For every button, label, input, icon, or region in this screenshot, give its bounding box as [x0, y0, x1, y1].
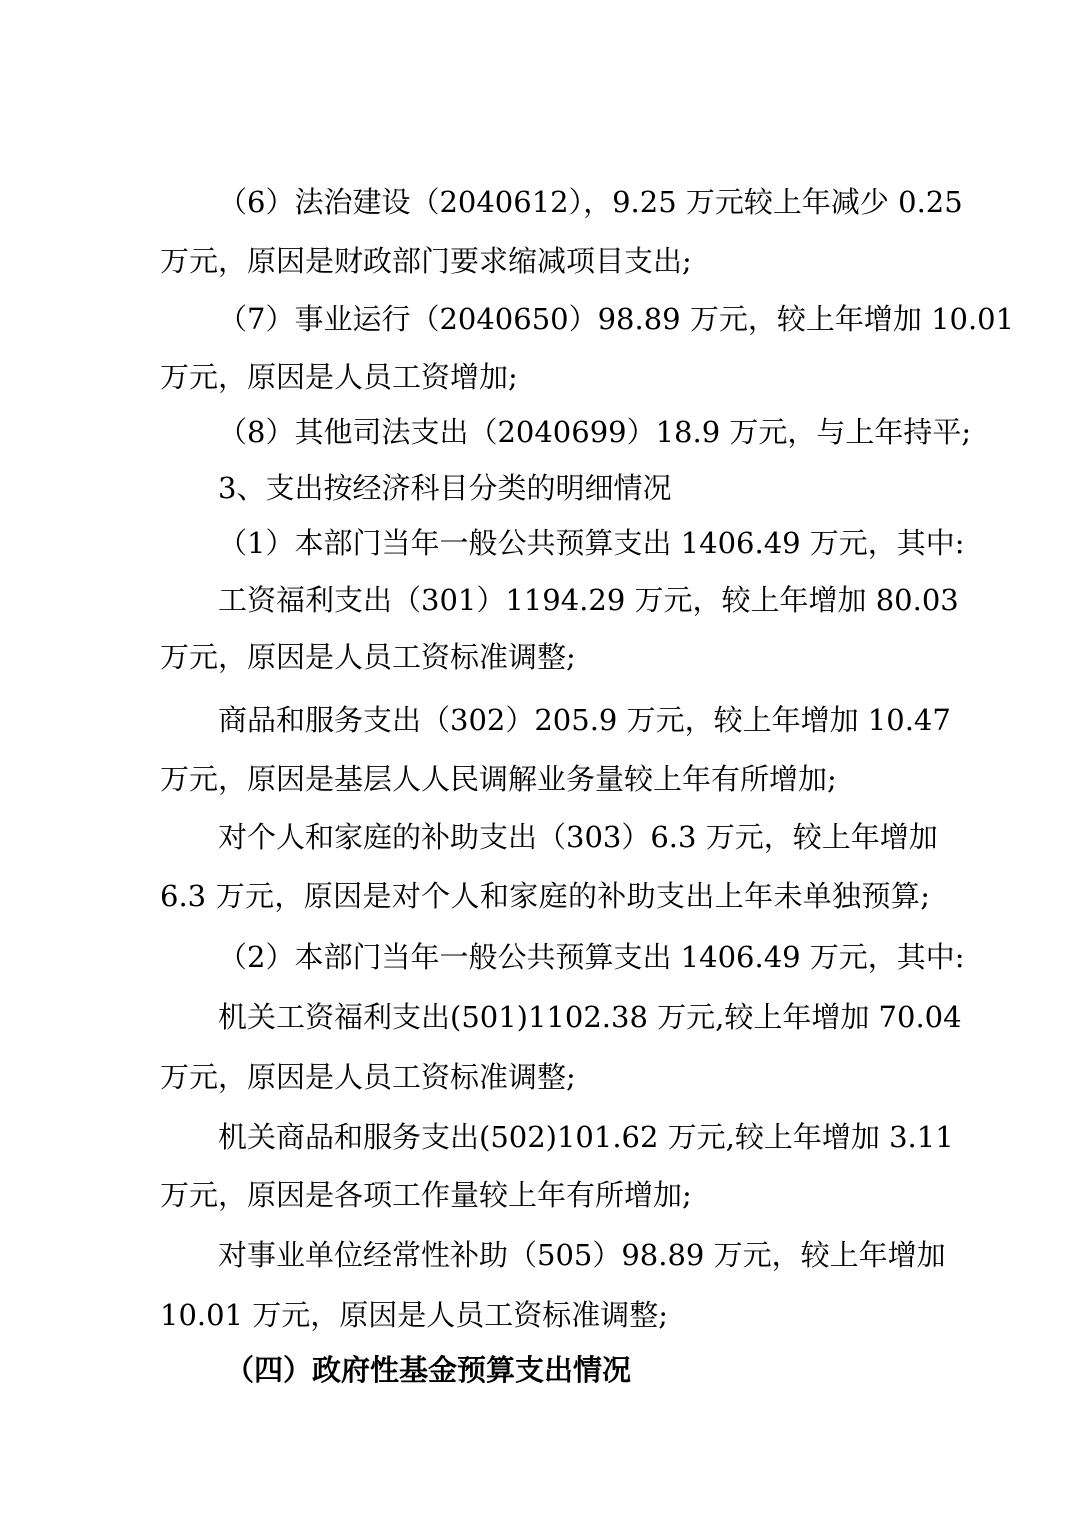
- paragraph-line: （8）其他司法支出（2040699）18.9 万元，与上年持平;: [218, 415, 972, 449]
- paragraph-line: 10.01 万元，原因是人员工资标准调整;: [160, 1298, 669, 1332]
- paragraph-line: 万元，原因是人员工资增加;: [160, 360, 518, 394]
- paragraph-line: 商品和服务支出（302）205.9 万元，较上年增加 10.47: [218, 703, 951, 737]
- paragraph-line: 万元，原因是人员工资标准调整;: [160, 640, 576, 674]
- paragraph-line: （6）法治建设（2040612），9.25 万元较上年减少 0.25: [218, 185, 963, 219]
- paragraph-line: 6.3 万元，原因是对个人和家庭的补助支出上年未单独预算;: [160, 879, 930, 913]
- paragraph-line: 万元，原因是各项工作量较上年有所增加;: [160, 1178, 692, 1212]
- paragraph-line: （7）事业运行（2040650）98.89 万元，较上年增加 10.01: [218, 302, 1015, 336]
- paragraph-line: 工资福利支出（301）1194.29 万元，较上年增加 80.03: [218, 583, 959, 617]
- paragraph-line: 对事业单位经常性补助（505）98.89 万元，较上年增加: [218, 1238, 946, 1272]
- paragraph-line: 万元，原因是财政部门要求缩减项目支出;: [160, 244, 692, 278]
- paragraph-line: 机关工资福利支出(501)1102.38 万元,较上年增加 70.04: [218, 1000, 962, 1034]
- section-subheading: 3、支出按经济科目分类的明细情况: [218, 471, 672, 505]
- paragraph-line: 机关商品和服务支出(502)101.62 万元,较上年增加 3.11: [218, 1120, 954, 1154]
- paragraph-line: （2）本部门当年一般公共预算支出 1406.49 万元，其中:: [218, 940, 965, 974]
- paragraph-line: （1）本部门当年一般公共预算支出 1406.49 万元，其中:: [218, 526, 965, 560]
- paragraph-line: 万元，原因是基层人人民调解业务量较上年有所增加;: [160, 762, 837, 796]
- section-heading: （四）政府性基金预算支出情况: [225, 1353, 632, 1387]
- paragraph-line: 万元，原因是人员工资标准调整;: [160, 1060, 576, 1094]
- paragraph-line: 对个人和家庭的补助支出（303）6.3 万元，较上年增加: [218, 820, 938, 854]
